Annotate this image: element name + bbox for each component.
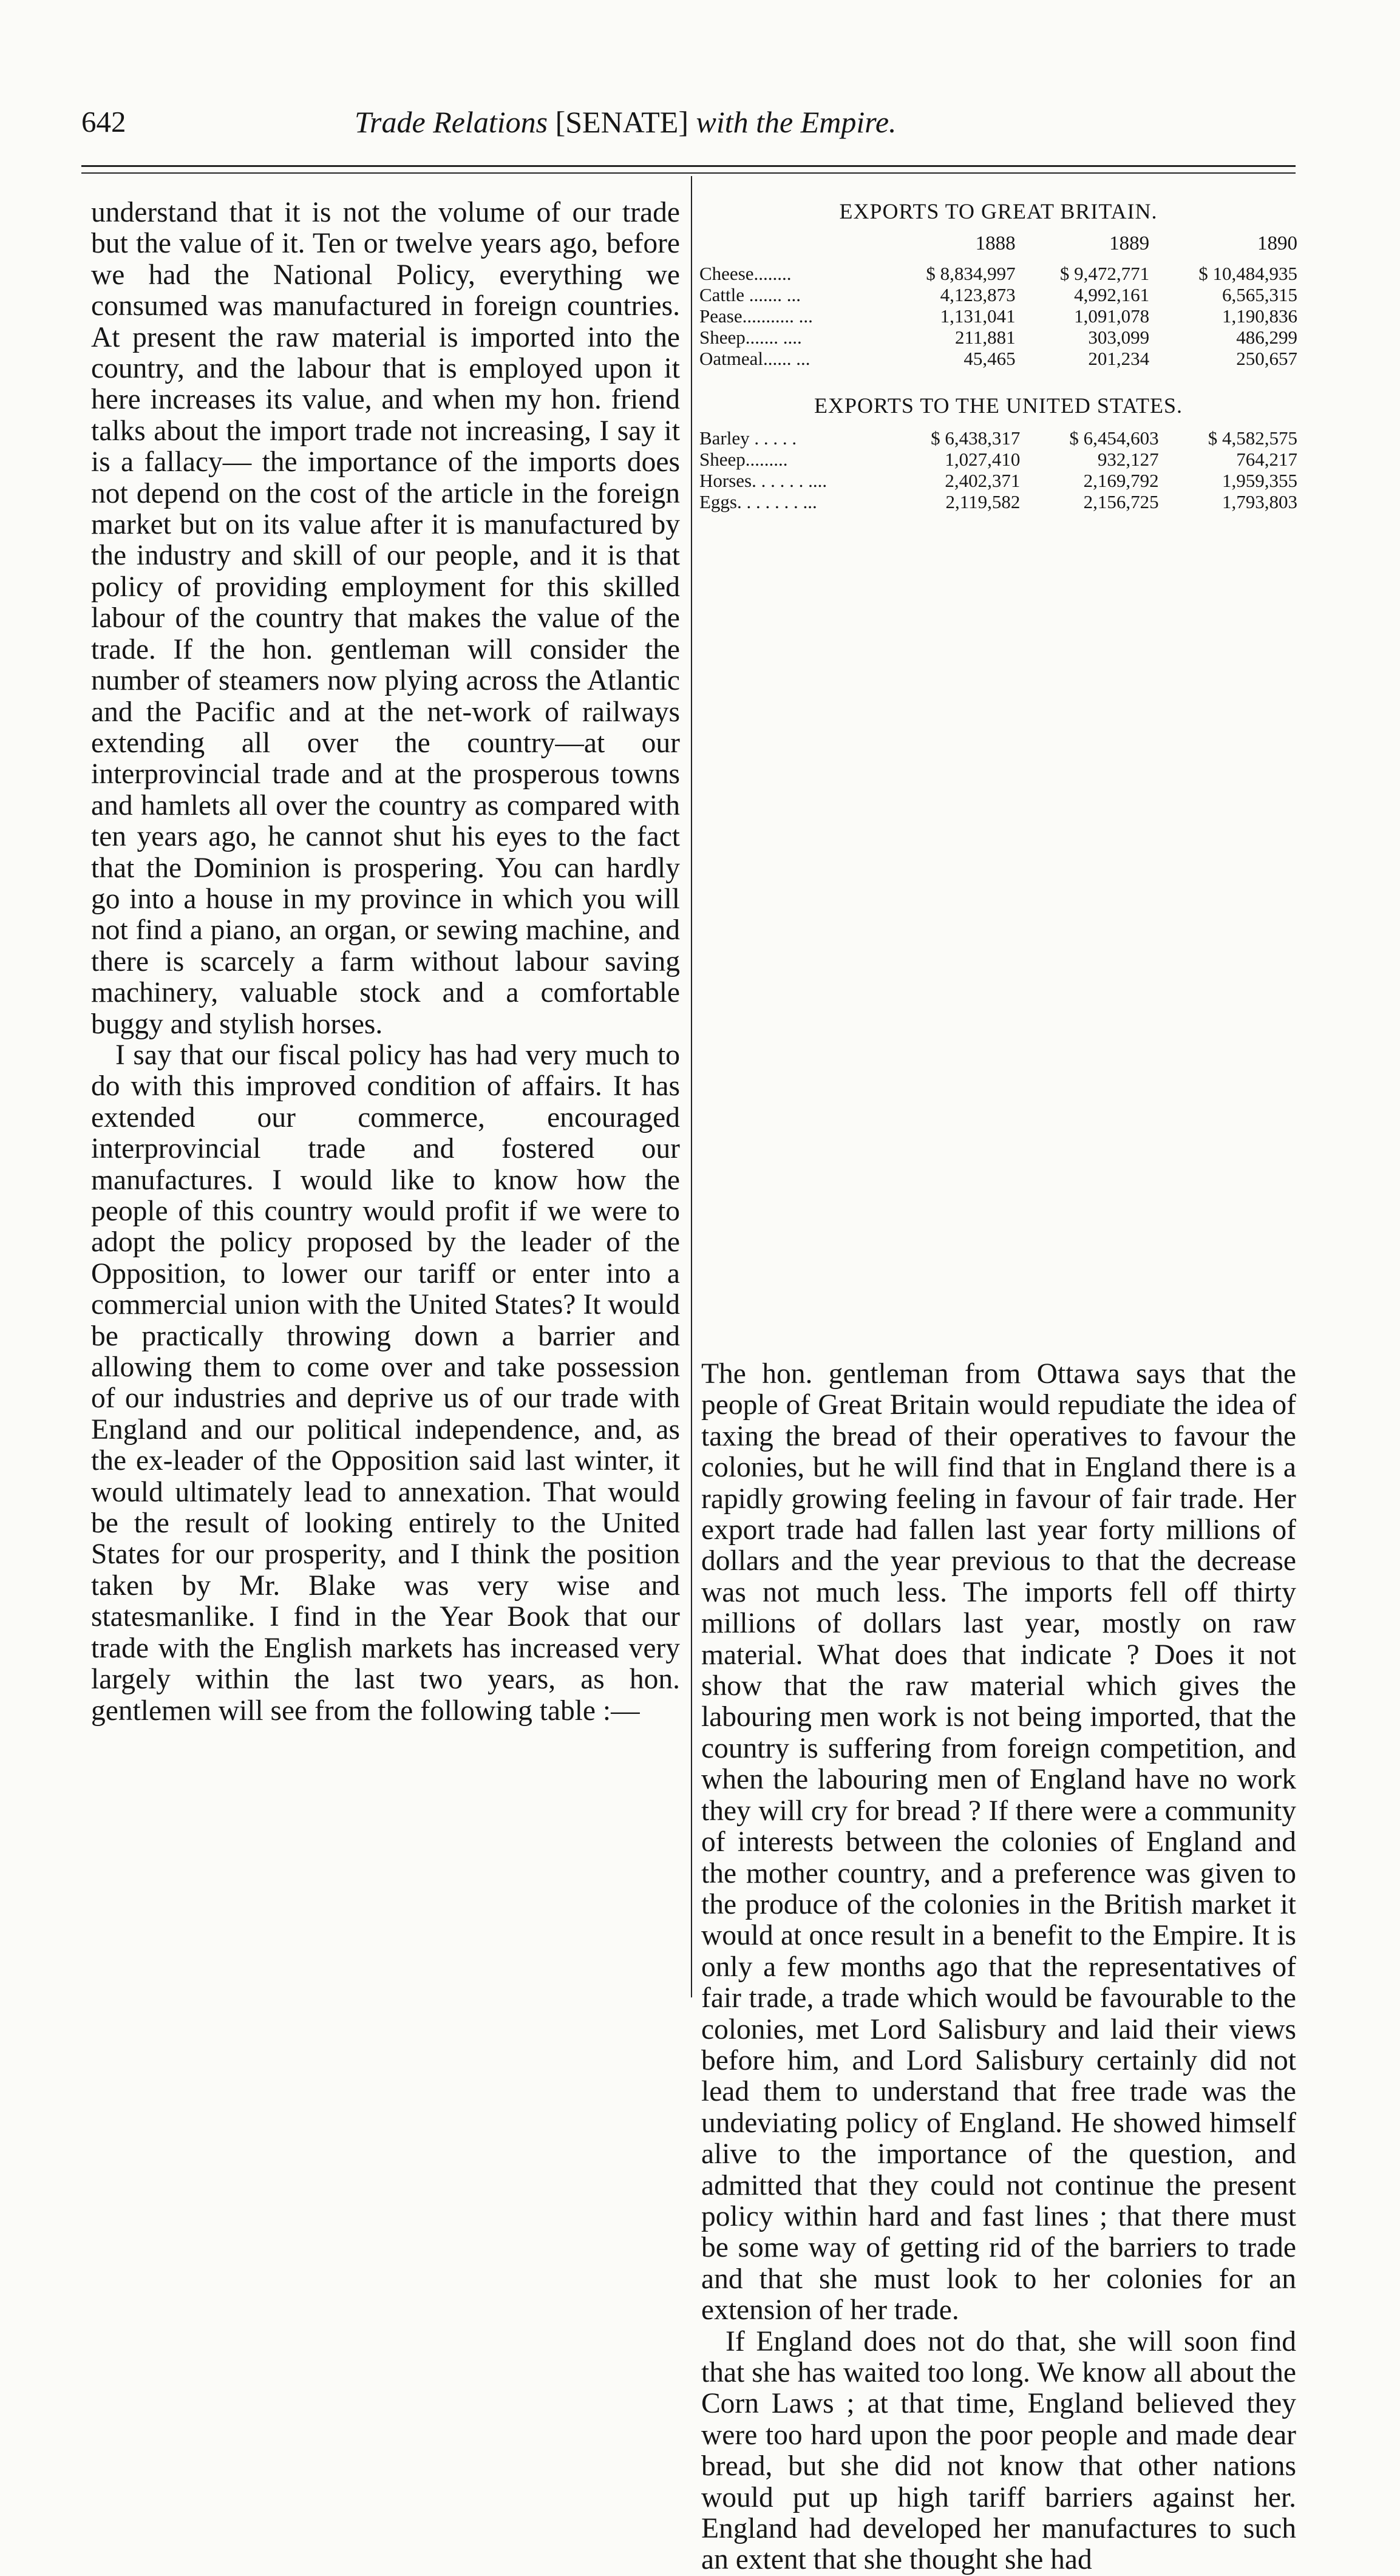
right-paragraph-2: If England does not do that, she will soon find that she has waited too long. We know all about the Corn Laws ; at that time, England believed they were too hard upon the poor people and made dear bread, but she did not know that other nations would put up high tariff barriers against her. England had developed her manufactures to such an extent that she thought she had — [701, 2325, 1296, 2576]
cell-value: 1,793,803 — [1222, 491, 1297, 512]
cell-value: 4,123,873 — [940, 284, 1016, 305]
year-header: 1890 — [1257, 233, 1297, 254]
cell-value: $ 9,472,771 — [1059, 263, 1150, 284]
cell-value: 1,190,836 — [1222, 305, 1297, 327]
row-label: Pease........... ... — [699, 305, 813, 327]
row-label: Sheep....... .... — [699, 327, 802, 348]
table-header-row — [699, 233, 1297, 263]
running-title-part1: Trade Relations — [355, 105, 548, 139]
column-divider — [691, 176, 692, 1997]
row-label: Sheep......... — [699, 449, 788, 470]
cell-value: 1,131,041 — [940, 305, 1016, 327]
cell-value: 2,402,371 — [945, 470, 1021, 491]
cell-value: $ 6,438,317 — [931, 427, 1021, 449]
cell-value: 2,169,792 — [1083, 470, 1159, 491]
cell-value: $ 10,484,935 — [1198, 263, 1297, 284]
cell-value: 211,881 — [954, 327, 1016, 348]
page-number: 642 — [81, 105, 126, 138]
cell-value: $ 6,454,603 — [1069, 427, 1159, 449]
year-header: 1889 — [1109, 233, 1150, 254]
running-title-senate: [SENATE] — [555, 105, 688, 139]
cell-value: $ 4,582,575 — [1208, 427, 1297, 449]
table-great-britain — [699, 233, 1297, 369]
table-row — [699, 449, 1297, 470]
cell-value: $ 8,834,997 — [926, 263, 1016, 284]
left-paragraph-2: I say that our fiscal policy has had very much to do with this improved condition of affairs. It has extended our commerce, encouraged interprovincial trade and fostered our manufactures. I would like to know how the people of this country would profit if we were to adopt the policy proposed by the leader of the Opposition, to lower our tariff or enter into a commercial union with the United States? It would be practically throwing down a barrier and allowing them to come over and take possession of our industries and deprive us of our trade with England and our political independence, and, as the ex-leader of the Opposition said last winter, it would ultimately lead to annexation. That would be the result of looking entirely to the United States for our prosperity, and I think the position taken by Mr. Blake was very wise and statesmanlike. I find in the Year Book that our trade with the English markets has increased very largely within the last two years, as hon. gentlemen will see from the following table :— — [91, 1039, 680, 1727]
cell-value: 2,119,582 — [945, 491, 1021, 512]
table-row — [699, 263, 1297, 284]
left-paragraph-1: understand that it is not the volume of our trade but the value of it. Ten or twelve years ago, before we had the National Policy, everything we consumed was manufactured in foreign countries. At present the raw material is imported into the country, and the labour that is employed upon it here increases its value, and when my hon. friend talks about the import trade not increasing, I say it is a fallacy— the importance of the imports does not depend on the cost of the article in the foreign market but on its value after it is manufactured by the industry and skill of our people, and it is that policy of providing employment for this skilled labour of the country that makes the value of the trade. If the hon. gentleman will consider the number of steamers now plying across the Atlantic and the Pacific and at the net-work of railways extending all over the country—at our interprovincial trade and at the prosperous towns and hamlets all over the country as compared with ten years ago, he cannot shut his eyes to the fact that the Dominion is prospering. You can hardly go into a house in my province in which you will not find a piano, an organ, or sewing machine, and there is scarcely a farm without labour saving machinery, valuable stock and a comfortable buggy and stylish horses. — [91, 197, 680, 1040]
row-label: Eggs. . . . . . . ... — [699, 491, 817, 512]
page-header — [81, 91, 1296, 146]
table-title-great-britain: EXPORTS TO GREAT BRITAIN. — [839, 199, 1158, 223]
cell-value: 4,992,161 — [1074, 284, 1150, 305]
running-title-part2: with the Empire. — [696, 105, 897, 139]
cell-value: 2,156,725 — [1083, 491, 1159, 512]
right-column — [701, 1359, 1296, 2576]
table-row — [699, 470, 1297, 491]
table-row — [699, 348, 1297, 369]
cell-value: 1,027,410 — [945, 449, 1021, 470]
cell-value: 201,234 — [1088, 348, 1150, 369]
row-label: Cattle ....... ... — [699, 284, 801, 305]
cell-value: 932,127 — [1097, 449, 1159, 470]
cell-value: 486,299 — [1236, 327, 1297, 348]
right-paragraph-1: The hon. gentleman from Ottawa says that the people of Great Britain would repudiate the idea of taxing the bread of their operatives to favour the colonies, but he will find that in England there is a rapidly growing feeling in favour of fair trade. Her export trade had fallen last year forty millions of dollars and the year previous to that the decrease was not much less. The imports fell off thirty millions of dollars last year, mostly on raw material. What does that indicate ? Does it not show that the raw material which gives the labouring men work is not being imported, that the country is suffering from foreign competition, and when the labouring men of England have no work they will cry for bread ? If there were a community of interests between the colonies of England and the mother country, and a preference was given to the produce of the colonies in the British market it would at once result in a benefit to the Empire. It is only a few months ago that the representatives of fair trade, a trade which would be favourable to the colonies, met Lord Salisbury and laid their views before him, and Lord Salisbury certainly did not lead them to understand that free trade was the undeviating policy of England. He showed himself alive to the importance of the question, and admitted that they could not continue the present policy within hard and fast lines ; that there must be some way of getting rid of the barriers to trade and that she must look to her colonies for an extension of her trade. — [701, 1358, 1296, 2326]
cell-value: 764,217 — [1236, 449, 1297, 470]
cell-value: 45,465 — [963, 348, 1016, 369]
row-label: Horses. . . . . . .... — [699, 470, 827, 491]
row-label: Cheese........ — [699, 263, 792, 284]
running-title — [355, 104, 897, 140]
cell-value: 6,565,315 — [1222, 284, 1297, 305]
row-label: Barley . . . . . — [699, 427, 797, 449]
cell-value: 1,091,078 — [1074, 305, 1150, 327]
table-united-states — [699, 427, 1297, 512]
table-row — [699, 305, 1297, 327]
header-rule-bottom — [81, 172, 1296, 174]
export-tables — [699, 193, 1297, 512]
header-rule-top — [81, 165, 1296, 167]
year-header: 1888 — [975, 233, 1016, 254]
cell-value: 1,959,355 — [1222, 470, 1297, 491]
row-label: Oatmeal...... ... — [699, 348, 810, 369]
left-column — [91, 197, 680, 1727]
cell-value: 250,657 — [1236, 348, 1297, 369]
cell-value: 303,099 — [1088, 327, 1150, 348]
table-title-united-states: EXPORTS TO THE UNITED STATES. — [814, 393, 1183, 418]
table-row — [699, 284, 1297, 305]
table-row — [699, 427, 1297, 449]
table-row — [699, 491, 1297, 512]
table-row — [699, 327, 1297, 348]
